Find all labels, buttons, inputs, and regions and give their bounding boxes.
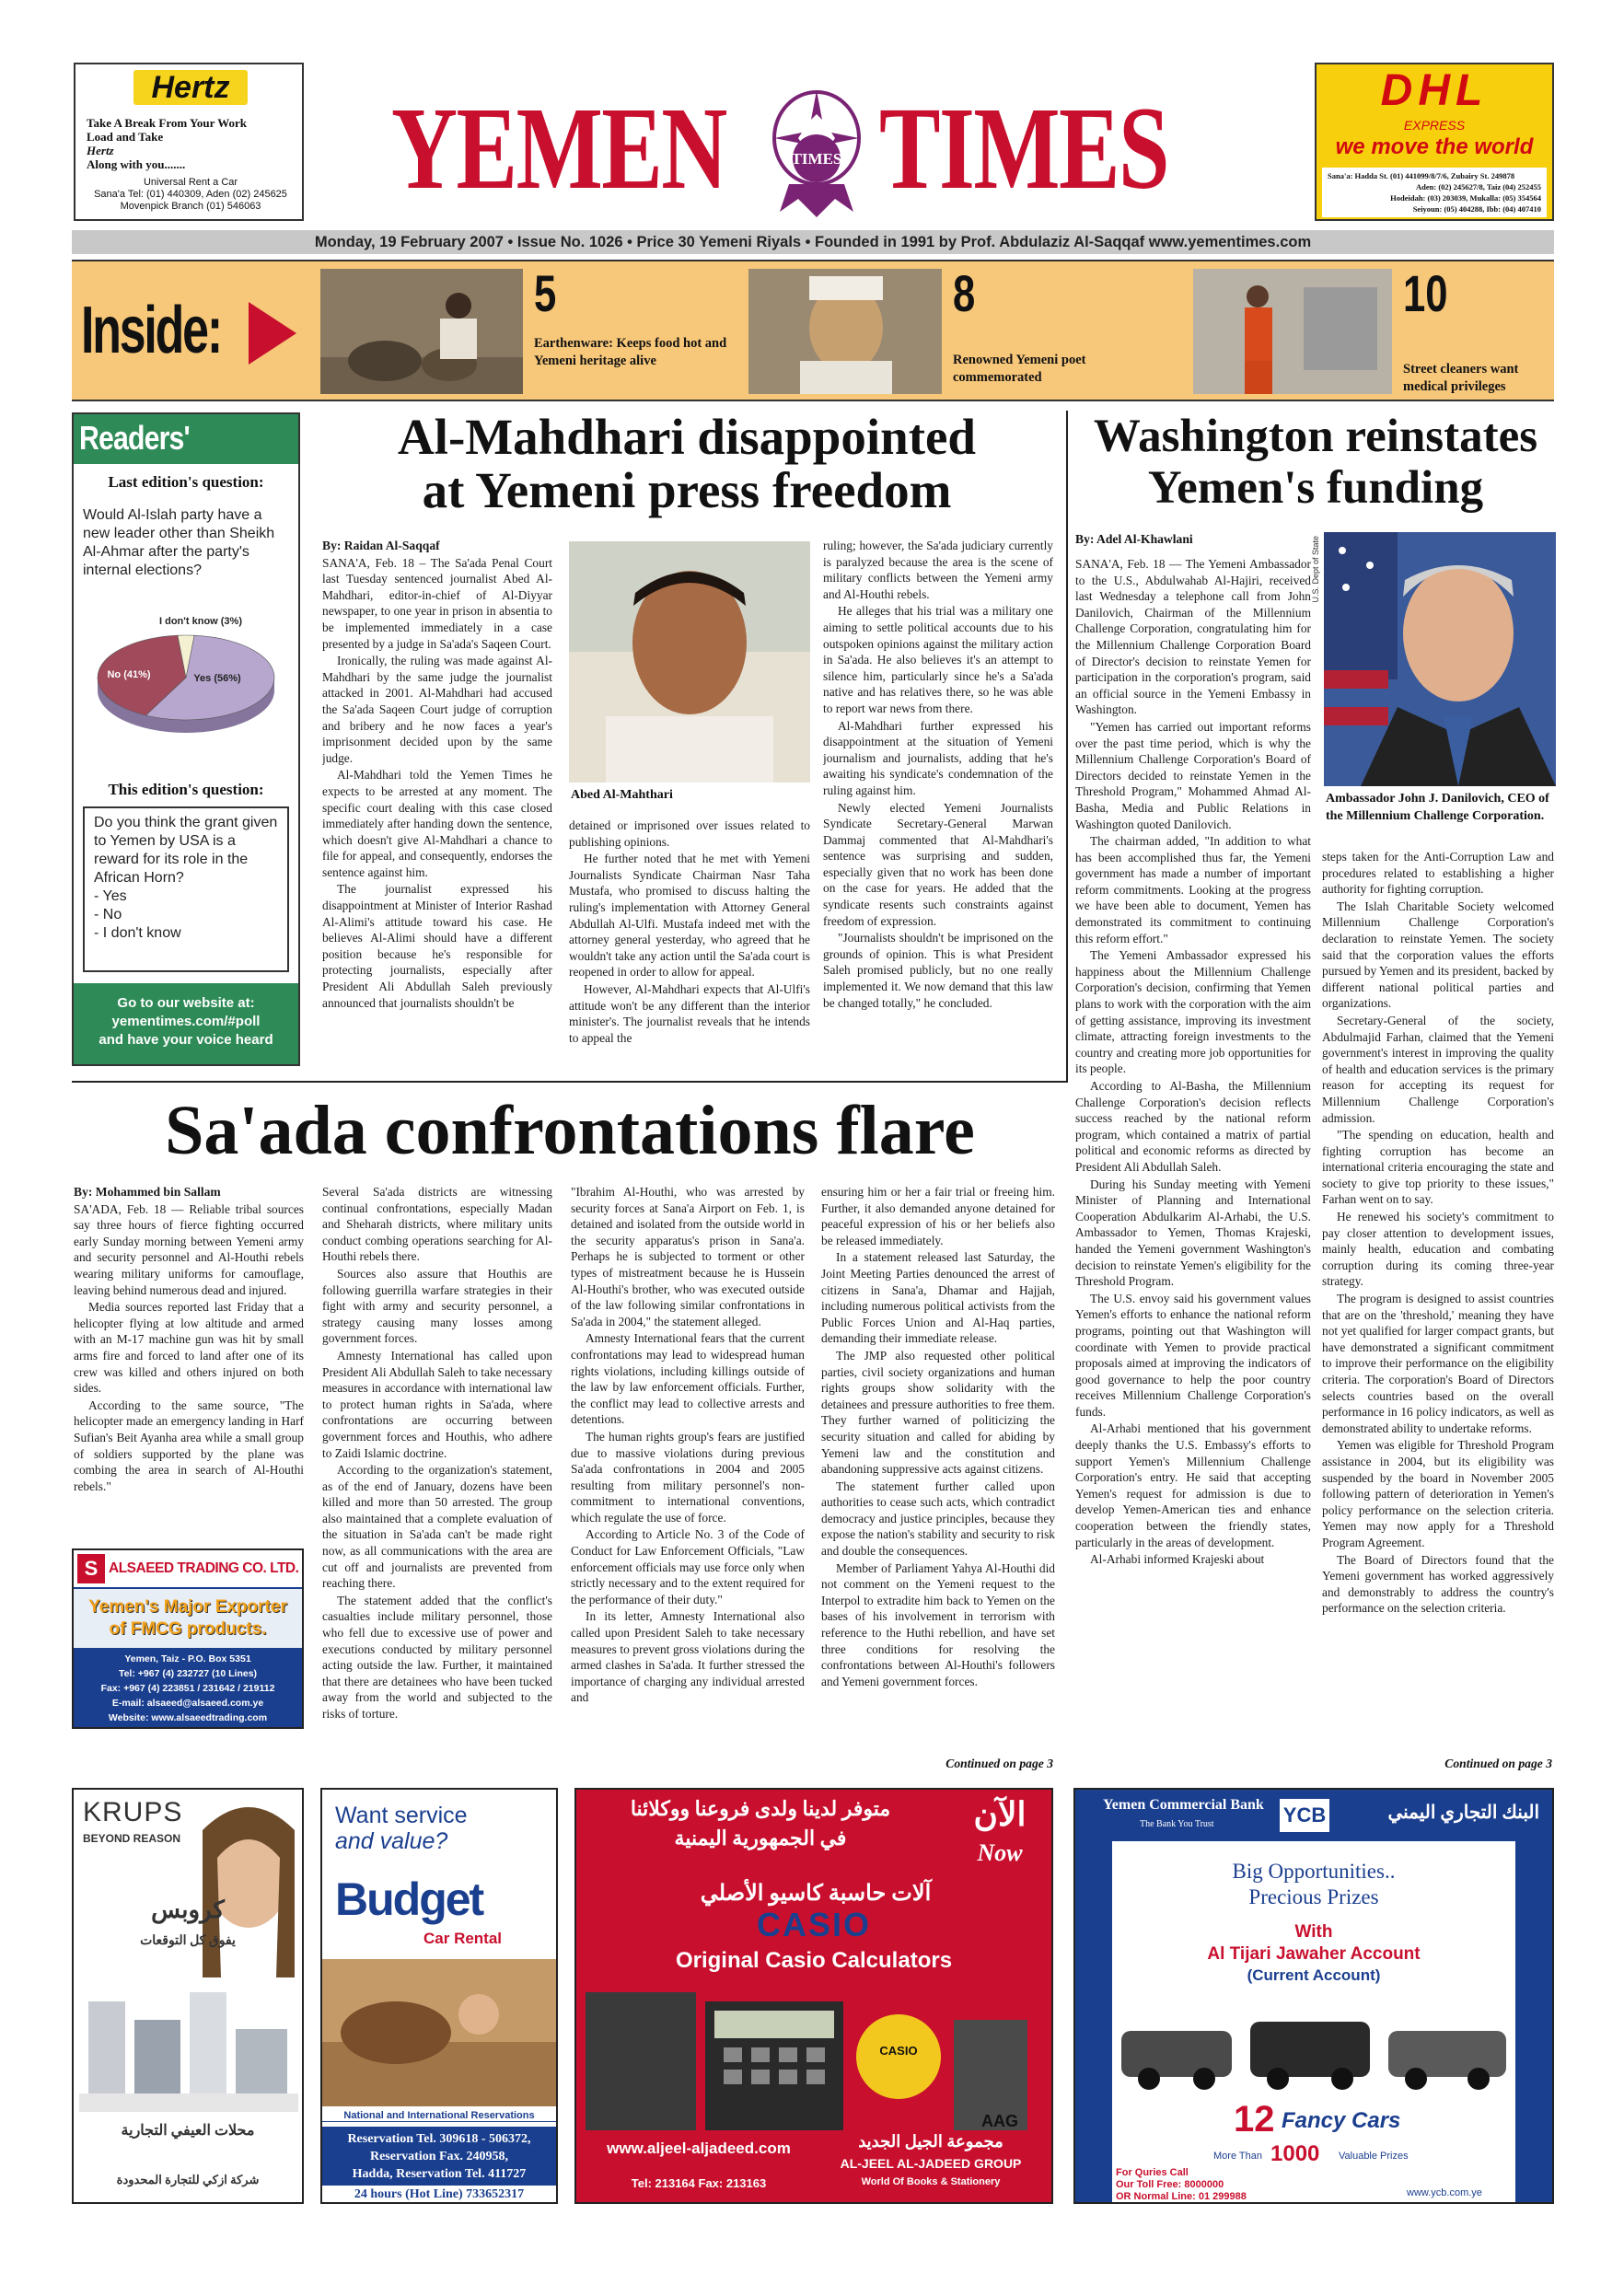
- paragraph: According to the same source, "The helicopter made an emergency landing in Harf Sufian's Beit Ayanha area while a small group of soldiers supported by the plane was combing the area in search of Al-Houthi rebels.": [74, 1397, 304, 1493]
- ycb-account2: (Current Account): [1247, 1966, 1381, 1984]
- aag-logo: AAG: [981, 2112, 1018, 2130]
- inside-text: Street cleaners want medical privileges: [1403, 362, 1519, 394]
- paragraph: He further noted that he met with Yemeni Journalists Syndicate Chairman Nasr Taha Mustafa, who promised to discuss halting the ruling's implementation with Attorney General Abdullah Al-Ulfi. Mustafa indeed met with the attorney general yesterday, who agreed that he wouldn't take any action until the Sa'ada court is reopened in order to allow for appeal.: [569, 852, 810, 980]
- krups-model-photo: [184, 1793, 302, 1996]
- title-yemen: YEMEN: [391, 83, 726, 214]
- contact-line: Website: www.alsaeedtrading.com: [108, 1712, 268, 1723]
- paragraph: In its letter, Amnesty International also called upon President Saleh to take necessary measures to prevent gross violations during the armed clashes in Sa'ada. It further stressed the importance of charging any individual arrested and: [571, 1609, 805, 1705]
- budget-line: National and International Reservations: [322, 2110, 556, 2122]
- dhl-address: Seiyoun: (05) 404288, Ibb: (04) 407410: [1412, 204, 1541, 214]
- budget-ad[interactable]: [320, 1788, 558, 2204]
- slogan-line: Yemen's Major Exporter: [88, 1597, 287, 1617]
- masthead-title: [391, 79, 1220, 236]
- ycb-more: More Than: [1213, 2151, 1262, 2162]
- inside-text: Renowned Yemeni poet commemorated: [953, 353, 1086, 385]
- paragraph: SA'ADA, Feb. 18 — Reliable tribal sources say three hours of fierce fighting occurred early Sunday morning between Yemeni army and security personnel and Al-Houthi rebels wearing military uniforms for camouflage, leaving behind numerous dead and injured.: [74, 1201, 304, 1297]
- paragraph: SANA'A, Feb. 18 — The Yemeni Ambassador to the U.S., Abdulwahab Al-Hajiri, received last Wednesday a telephone call from John Danilovich, Chairman of the Millennium Challenge Corporation, congratulating him for the Millennium Challenge Corporation Board of Director's decision to reinstate Yemen for participation in the corporation's program, said an official source in the Yemeni Embassy in Washington.: [1075, 557, 1311, 717]
- krups-arabic4: شركة ازكي للتجارة المحدودة: [116, 2173, 260, 2186]
- budget-line: Reservation Fax. 240958,: [369, 2150, 509, 2163]
- article2-col1: [1075, 556, 1311, 1780]
- casio-contact: Tel: 213164 Fax: 213163: [631, 2176, 767, 2190]
- hertz-logo: Hertz: [133, 70, 248, 105]
- krups-arabic1: كروبس: [151, 1896, 225, 1923]
- paragraph: detained or imprisoned over issues related to publishing opinions.: [569, 818, 810, 849]
- pie-label-yes: Yes (56%): [193, 673, 241, 684]
- paragraph: "Journalists shouldn't be imprisoned on the grounds of opinion. This is what President Saleh promised publicly, but no one really implemented it. We now demand that this law be changed totally," he concluded.: [823, 931, 1053, 1010]
- ycb-prize-num: 12: [1234, 2099, 1275, 2140]
- alsaeed-slogan: [74, 1596, 302, 1641]
- article1-col2: [569, 818, 810, 1067]
- paragraph: Sources also assure that Houthis are following guerrilla warfare strategies in their fight with army and security personnel, a strategy causing many losses among government forces.: [322, 1266, 552, 1346]
- budget-hotline: 24 hours (Hot Line) 733652317: [322, 2186, 556, 2203]
- pie-label-no: No (41%): [107, 669, 151, 680]
- ycb-name: Yemen Commercial Bank: [1103, 1797, 1264, 1813]
- paragraph: Newly elected Yemeni Journalists Syndicate Secretary-General Marwan Dammaj commented that Al-Mahdhari's sentence was surprising and sudden, especially given that no work has been done on the case for years. He added that the syndicate resents such constraints against freedom of expression.: [823, 800, 1053, 928]
- paragraph: The U.S. envoy said his government values Yemen's efforts to enhance the national reform programs, pointing out that Washington will coordinate with Yemen to provide practical proposals aimed at improving the indicators of good governance to help the poor country receives Millennium Challenge Corporation's funds.: [1075, 1291, 1311, 1419]
- paragraph: "Ibrahim Al-Houthi, who was arrested by security forces at Sana'a Airport on Feb. 1, is detained and isolated from the outside world in the security apparatus's prison in Sana'a. Perhaps he is subjected to torment or other types of mistreatment because he is Hussein Al-Houthi's brother, who was executed outside of the law following similar confrontations in Sa'ada in 2004," the statement alleged.: [571, 1185, 805, 1328]
- casio-brand: CASIO: [756, 1906, 871, 1943]
- budget-sub: Car Rental: [423, 1930, 503, 1947]
- budget-tagline: [335, 1803, 468, 1854]
- alsaeed-ad[interactable]: [72, 1548, 304, 1729]
- casio-now-ar: الآن: [973, 1796, 1027, 1833]
- inside-num: 8: [953, 264, 976, 322]
- paragraph: The JMP also requested other political parties, civil society organizations and human rights groups show solidarity with the detainees and pressure authorities to free them. They further warned of politicizing the security situation and called for abiding by Yemeni law and the constitution and abandoning suppressive acts against citizens.: [821, 1348, 1055, 1477]
- article1-col3: [823, 538, 1053, 1067]
- footer-line: Go to our website at:: [117, 995, 255, 1011]
- hertz-line7: Movenpick Branch (01) 546063: [120, 201, 261, 212]
- ycb-ad[interactable]: [1073, 1788, 1554, 2204]
- inside-text: Earthenware: Keeps food hot and Yemeni heritage alive: [534, 336, 727, 368]
- dhl-logo: DHL: [1380, 66, 1489, 115]
- paragraph: Secretary-General of the society, Abdulmajid Farhan, claimed that the Yemeni government's interest in improving the quality of health and education services is the primary reason for accepting its request for Millennium Challenge Corporation's admission.: [1322, 1013, 1554, 1125]
- title-times: TIMES: [879, 83, 1168, 214]
- inside-num: 5: [534, 264, 557, 322]
- mahdhari-photo: [569, 541, 810, 783]
- casio-arabic2: في الجمهورية اليمنية: [674, 1827, 847, 1850]
- article3-headline: Sa'ada confrontations flare: [165, 1092, 975, 1169]
- article3-col4: [821, 1184, 1055, 1780]
- headline-line: at Yemeni press freedom: [422, 462, 952, 518]
- article2-col2: [1322, 849, 1554, 1780]
- dateline: Monday, 19 February 2007 • Issue No. 1026 • Price 30 Yemeni Riyals • Founded in 1991 by Prof. Abdulaziz Al-Saqqaf www.yementimes.com: [314, 234, 1312, 250]
- byline: By: Raidan Al-Saqqaf: [322, 539, 440, 552]
- paragraph: Al-Mahdhari further expressed his disappointment at the situation of Yemeni journalism and journalists, adding that he's awaiting his syndicate's condemnation of the ruling against him.: [823, 718, 1053, 797]
- paragraph: Amnesty International has called upon President Ali Abdullah Saleh to take necessary measures in accordance with international law to protect human rights in Sa'ada, where confrontations are occurring between government forces and Houthis, who adhere to Zaidi Islamic doctrine.: [322, 1348, 552, 1460]
- inside-item-10[interactable]: [1193, 264, 1552, 394]
- section-divider: [72, 1081, 1068, 1083]
- casio-arabic1: متوفر لدينا ولدى فروعنا ووكلائنا: [630, 1797, 891, 1820]
- paragraph: Yemen was eligible for Threshold Program assistance in 2004, but its eligibility was suspended by the board in November 2005 following pattern of deterioration in Yemen's policy performance on the selection criteria. Yemen may now apply for a Threshold Program Agreement.: [1322, 1438, 1554, 1549]
- budget-logo: Budget: [335, 1873, 483, 1925]
- casio-tagline: Original Casio Calculators: [675, 1948, 953, 1973]
- budget-line: Hadda, Reservation Tel. 411727: [352, 2167, 527, 2181]
- danilovich-photo: [1324, 532, 1556, 786]
- photo-caption: Abed Al-Mahthari: [571, 788, 673, 802]
- byline: By: Mohammed bin Sallam: [74, 1185, 221, 1199]
- paragraph: Al-Arhabi informed Krajeski about: [1090, 1552, 1265, 1567]
- emblem-text: TIMES: [791, 150, 842, 168]
- casio-arabic4: مجموعة الجيل الجديد: [858, 2132, 1003, 2151]
- contact-line: Yemen, Taiz - P.O. Box 5351: [124, 1653, 251, 1664]
- tagline-line: Want service: [335, 1803, 468, 1828]
- readers-voice-box: [72, 412, 300, 1066]
- krups-arabic2: يفوق كل التوقعات: [140, 1934, 236, 1948]
- paragraph: Member of Parliament Yahya Al-Houthi did not comment on the Yemeni request to the Interpol to extradite him back to Yemen on the bases of his involvement in terrorism with reference to the Huthi rebellion, and have set three conditions for resolving the confrontations between Al-Houthi's followers and Yemeni government forces.: [821, 1560, 1055, 1688]
- this-question: Do you think the grant given to Yemen by USA is a reward for its role in the African Horn?: [94, 815, 278, 886]
- article1-headline: [319, 411, 1055, 517]
- paragraph: According to Article No. 3 of the Code of Conduct for Law Enforcement Officials, "Law enforcement officials may use force only when strictly necessary and to the extent required for the performance of their duty.": [571, 1527, 805, 1606]
- column-divider: [1066, 411, 1068, 1081]
- paragraph: The Yemeni Ambassador expressed his happiness about the Millennium Challenge Corporation's decision, confirming that Yemen plans to work with the corporation with the aim of getting assistance, improving its investment climate, attracting foreign investments to the country and creating more job opportunities for its people.: [1075, 948, 1311, 1076]
- article2-headline: [1077, 411, 1554, 514]
- readers-voice-footer[interactable]: [74, 983, 298, 1064]
- paragraph: The chairman added, "In addition to what has been accomplished thus far, the Yemeni government has made a number of important reform commitments. Looking at the progress we have been able to document, Yemen has demonstrated its commitment to continuing this reform effort.": [1075, 834, 1311, 945]
- last-question: Would Al-Islah party have a new leader other than Sheikh Al-Ahmar after the party's internal elections?: [83, 507, 275, 578]
- ycb-header: [1075, 1790, 1552, 1841]
- budget-line: Reservation Tel. 309618 - 506372,: [347, 2132, 531, 2146]
- footer-line: and have your voice heard: [99, 1032, 273, 1048]
- inside-label: Inside:: [81, 294, 221, 367]
- inside-bar: [72, 260, 1554, 401]
- ycb-more-text: Valuable Prizes: [1339, 2151, 1409, 2162]
- ycb-curtain-right: [1515, 1841, 1552, 2204]
- paragraph: steps taken for the Anti-Corruption Law and procedures related to establishing a higher authority for fighting corruption.: [1322, 850, 1554, 897]
- dhl-slogan: we move the world: [1335, 134, 1534, 159]
- krups-brand: KRUPS: [83, 1797, 183, 1827]
- inside-arrow-icon: [249, 302, 296, 365]
- ycb-cars-image: [1112, 1994, 1515, 2095]
- contact-line: E-mail: alsaeed@alsaeed.com.ye: [111, 1698, 264, 1709]
- headline-line: Al-Mahdhari disappointed: [397, 409, 977, 465]
- dhl-address: Hodeidah: (03) 203039, Mukalla: (05) 354564: [1390, 193, 1541, 203]
- dhl-express: EXPRESS: [1403, 118, 1466, 133]
- krups-tag: BEYOND REASON: [83, 1832, 181, 1845]
- street-cleaner-photo: [1193, 269, 1392, 394]
- ycb-arabic: البنك التجاري اليمني: [1387, 1803, 1539, 1823]
- masthead-emblem: [761, 83, 872, 221]
- paragraph: The statement further called upon authorities to cease such acts, which contradict democracy and justice principles, because they expose the nation's stability and security to risk and double the consequences.: [821, 1479, 1055, 1559]
- continued-link[interactable]: Continued on page 3: [1326, 1757, 1552, 1771]
- ycb-call: OR Normal Line: 01 299988: [1116, 2191, 1247, 2202]
- ycb-tag: The Bank You Trust: [1140, 1819, 1214, 1829]
- paragraph: Ironically, the ruling was made against Al-Mahdhari by the same judge the journalist attacked in 2001. Al-Mahdhari had accused the Sa'ada Saqeen Court judge of corruption and bribery and he now faces a year's imprisonment decided upon by the same judge.: [322, 654, 552, 765]
- readers-voice-title: Readers' Voice: [79, 419, 190, 497]
- tagline-line: and value?: [335, 1828, 448, 1854]
- article3-col1: [74, 1184, 304, 1539]
- alsaeed-name: ALSAEED TRADING CO. LTD.: [109, 1560, 299, 1576]
- paragraph: Media sources reported last Friday that a helicopter flying at low altitude and armed with an M-17 machine gun was hit by small arms fire and forced to land after one of its crew was killed and others injured on both sides.: [74, 1300, 304, 1396]
- casio-arabic3: آلات حاسبة كاسيو الأصلي: [700, 1882, 932, 1906]
- headline-line: Yemen's funding: [1147, 462, 1484, 514]
- photo-caption: Ambassador John J. Danilovich, CEO of the Millennium Challenge Corporation.: [1326, 792, 1549, 823]
- paragraph: Amnesty International fears that the current confrontations may lead to widespread human rights violations, including killings outside of the law by law enforcement officials. Further, the conflict may lead to collective arrests and detentions.: [571, 1331, 805, 1427]
- hertz-line2: Load and Take: [87, 130, 164, 144]
- casio-group: AL-JEEL AL-JADEED GROUP: [840, 2156, 1022, 2171]
- hertz-line1: Take A Break From Your Work: [87, 116, 247, 130]
- ycb-prize-text: Fancy Cars: [1282, 2108, 1401, 2133]
- paragraph: During his Sunday meeting with Yemeni Minister of Planning and International Cooperation Abdulkarim Al-Arhabi, the U.S. Ambassador to Yemen, Thomas Krajeski, handed the Yemeni government Washington's decision to reinstate Yemen's eligibility for the Threshold Program.: [1075, 1177, 1311, 1289]
- last-q-label: Last edition's question:: [108, 473, 264, 491]
- calculators-image: [586, 1983, 1042, 2140]
- poll-option-no[interactable]: - No: [94, 907, 122, 922]
- alsaeed-logo-icon: S: [77, 1554, 105, 1583]
- paragraph: Al-Mahdhari told the Yemen Times he expects to be arrested at any moment. The specific court dealing with this case closed immediately after handing down the sentence, which doesn't give Al-Mahdhari a chance to file for appeal, and consequently, endorses the sentence against him.: [322, 768, 552, 879]
- pottery-photo: [320, 269, 523, 394]
- ycb-website[interactable]: www.ycb.com.ye: [1407, 2187, 1482, 2198]
- paragraph: In a statement released last Saturday, the Joint Meeting Parties denounced the arrest of citizens in Sana'a, Dhamar and Hajjah, including numerous political activists from the Public Forces Union and Al-Haq parties, demanding their immediate release.: [821, 1250, 1055, 1346]
- dhl-address: Aden: (02) 245627/8, Taiz (04) 252455: [1416, 182, 1541, 191]
- casio-now: Now: [977, 1839, 1023, 1866]
- paragraph: According to Al-Basha, the Millennium Challenge Corporation's decision reflects success reached by the national reform program, which contained a matrix of partial political and economic reforms as directed by President Ali Abdullah Saleh.: [1075, 1079, 1311, 1174]
- inside-item-8[interactable]: [748, 264, 1154, 394]
- paragraph: The Islah Charitable Society welcomed Millennium Challenge Corporation's declaration to reinstate Yemen. The society said that the corporation values the efforts pursued by Yemen and its president, backed by different national political parties and organizations.: [1322, 899, 1554, 1011]
- this-q-label: This edition's question:: [108, 781, 264, 798]
- slogan-line: of FMCG products.: [109, 1619, 267, 1639]
- poll-link[interactable]: yementimes.com/#poll: [111, 1014, 261, 1029]
- article3-col3: [571, 1184, 805, 1780]
- ycb-account1: Al Tijari Jawaher Account: [1207, 1944, 1421, 1964]
- dhl-ad[interactable]: [1315, 63, 1554, 221]
- hertz-line6: Sana'a Tel: (01) 440309, Aden (02) 245625: [94, 189, 287, 200]
- pie-label-i-don-t-know: I don't know (3%): [159, 616, 242, 627]
- ycb-with: With: [1294, 1922, 1333, 1942]
- ycb-line1: Big Opportunities..: [1232, 1860, 1396, 1883]
- paragraph: The human rights group's fears are justified due to massive violations during previous Sa'ada confrontations in 2004 and 2005 resulting from military personnel's non-commitment to international conventions, which regulate the use of force.: [571, 1429, 805, 1525]
- inside-num: 10: [1403, 264, 1448, 322]
- paragraph: The Board of Directors found that the Yemeni government has worked aggressively and demonstrably to address the country's performance on the selection criteria.: [1322, 1552, 1554, 1616]
- poll-pie-chart: [79, 611, 293, 749]
- hertz-ad[interactable]: [74, 63, 304, 221]
- paragraph: "The spending on education, health and fighting corruption has become an international criteria encouraging the state and society to give top priority to these issues," Farhan went on to say.: [1322, 1128, 1554, 1207]
- poll-option-dontknow[interactable]: - I don't know: [94, 925, 181, 941]
- appliances-image: [79, 1974, 298, 2112]
- paragraph: According to the organization's statement, as of the end of January, dozens have been killed and more than 50 arrested. The group also maintained that a complete evaluation of the situation in Sa'ada can't be made right now, as all communications with the area are cut off and journalists are prevented from reaching there.: [322, 1463, 552, 1591]
- ycb-line2: Precious Prizes: [1248, 1885, 1379, 1908]
- poll-option-yes[interactable]: - Yes: [94, 888, 127, 904]
- photo-credit: U.S. Dept of State: [1311, 536, 1320, 603]
- hertz-line4: Along with you.......: [87, 157, 186, 171]
- dateline-bar: [72, 230, 1554, 254]
- article1-col1: [322, 538, 552, 1067]
- paragraph: ensuring him or her a fair trial or freeing him. Further, it also demanded anyone detained for peaceful expression of his or her beliefs also be released immediately.: [821, 1185, 1055, 1247]
- hertz-line3: Hertz: [87, 144, 114, 157]
- hertz-line5: Universal Rent a Car: [143, 177, 238, 188]
- article3-col2: [322, 1184, 552, 1780]
- byline: By: Adel Al-Khawlani: [1075, 532, 1193, 546]
- continued-link[interactable]: Continued on page 3: [825, 1757, 1053, 1771]
- paragraph: However, Al-Mahdhari expects that Al-Ulfi's attitude won't be any different than the interior minister's. The journalist reveals that he intends to appeal the: [569, 981, 810, 1045]
- contact-line: Fax: +967 (4) 223851 / 231642 / 219112: [100, 1683, 275, 1694]
- ycb-curtain-left: [1075, 1841, 1112, 2204]
- paragraph: Several Sa'ada districts are witnessing continual confrontations, especially Madan and Sheharah districts, where military units conduct combing operations searching for Al-Houthi rebels there.: [322, 1185, 552, 1264]
- paragraph: ruling; however, the Sa'ada judiciary currently is paralyzed because the area is the scene of military conflicts between the Yemeni army and Al-Houthi rebels.: [823, 539, 1053, 601]
- ycb-call: For Quries Call: [1116, 2167, 1189, 2178]
- krups-ad[interactable]: [72, 1788, 304, 2204]
- paragraph: The statement added that the conflict's casualties include military personnel, those who fell due to excessive use of power and executions conducted by military personnel acting outside the law. Further, it maintained that there are detainees who have been tucked away from the world and subjected to the risks of torture.: [322, 1593, 552, 1721]
- ycb-more-num: 1000: [1270, 2141, 1320, 2166]
- paragraph: SANA'A, Feb. 18 – The Sa'ada Penal Court last Tuesday sentenced journalist Abed Al-Mahdhari, editor-in-chief of Al-Diyyar newspaper, to one year in prison in absentia to be implemented immediately in a case presented by a judge in Sa'ada's Saqeen Court.: [322, 555, 552, 651]
- paragraph: The journalist expressed his disappointment at Minister of Interior Rashad Al-Alimi's attitude toward his case. He believes Al-Alimi should have a different position because he's responsible for protecting journalists, especially after President Ali Abdullah Saleh previously announced that journalists shouldn't be: [322, 882, 552, 1010]
- paragraph: He renewed his society's commitment to pay closer attention to development issues, mainly health, education and combating corruption during its coming three-year strategy.: [1322, 1210, 1554, 1289]
- budget-car-photo: [322, 1959, 556, 2106]
- inside-item-5[interactable]: [320, 264, 799, 394]
- casio-ad[interactable]: [574, 1788, 1053, 2204]
- poet-photo: [748, 269, 942, 394]
- dhl-address: Sana'a: Hadda St. (01) 441099/8/7/6, Zubairy St. 249878: [1328, 171, 1515, 180]
- this-question-box: [83, 806, 289, 972]
- casio-website[interactable]: www.aljeel-aljadeed.com: [607, 2140, 791, 2157]
- paragraph: He alleges that his trial was a military one aiming to settle political accounts due to his outspoken opinions against the military action in Sa'ada. He also believes it's an attempt to silence him, particularly since he's a Sa'ada native and has relatives there, so he was able to report war news from there.: [823, 604, 1053, 715]
- ycb-logo: YCB: [1280, 1799, 1329, 1832]
- paragraph: "Yemen has carried out important reforms over the past time period, which is why the Millennium Challenge Corporation's Board of Directors decided to reinstate Yemen in the Threshold Program," Mohammed Ahmad Al-Basha, Media and Public Relations in Washington quoted Danilovich.: [1075, 719, 1311, 831]
- casio-badge: CASIO: [879, 2044, 918, 2058]
- paragraph: The program is designed to assist countries that are on the 'threshold,' meaning they have not yet qualified for larger compact grants, but have demonstrated a significant commitment to improve their performance on the eligibility criteria. The corporation's Board of Directors selects countries based on the overall performance in 16 policy indicators, as well as demonstrated ability to undertake reforms.: [1322, 1292, 1554, 1435]
- contact-line: Tel: +967 (4) 232727 (10 Lines): [118, 1668, 258, 1679]
- krups-arabic3: محلات العيفي التجارية: [121, 2123, 255, 2139]
- paragraph: Al-Arhabi mentioned that his government deeply thanks the U.S. Embassy's efforts to support Yemen's Millennium Challenge Corporation's entry. He said that accepting Yemen's request for admission is due to develop Yemen-American ties and enhance cooperation between the friendly states, particularly in the areas of development.: [1075, 1421, 1311, 1549]
- ycb-call: Our Toll Free: 8000000: [1116, 2179, 1224, 2190]
- headline-line: Washington reinstates: [1093, 411, 1538, 462]
- casio-sub: World Of Books & Stationery: [861, 2176, 1001, 2187]
